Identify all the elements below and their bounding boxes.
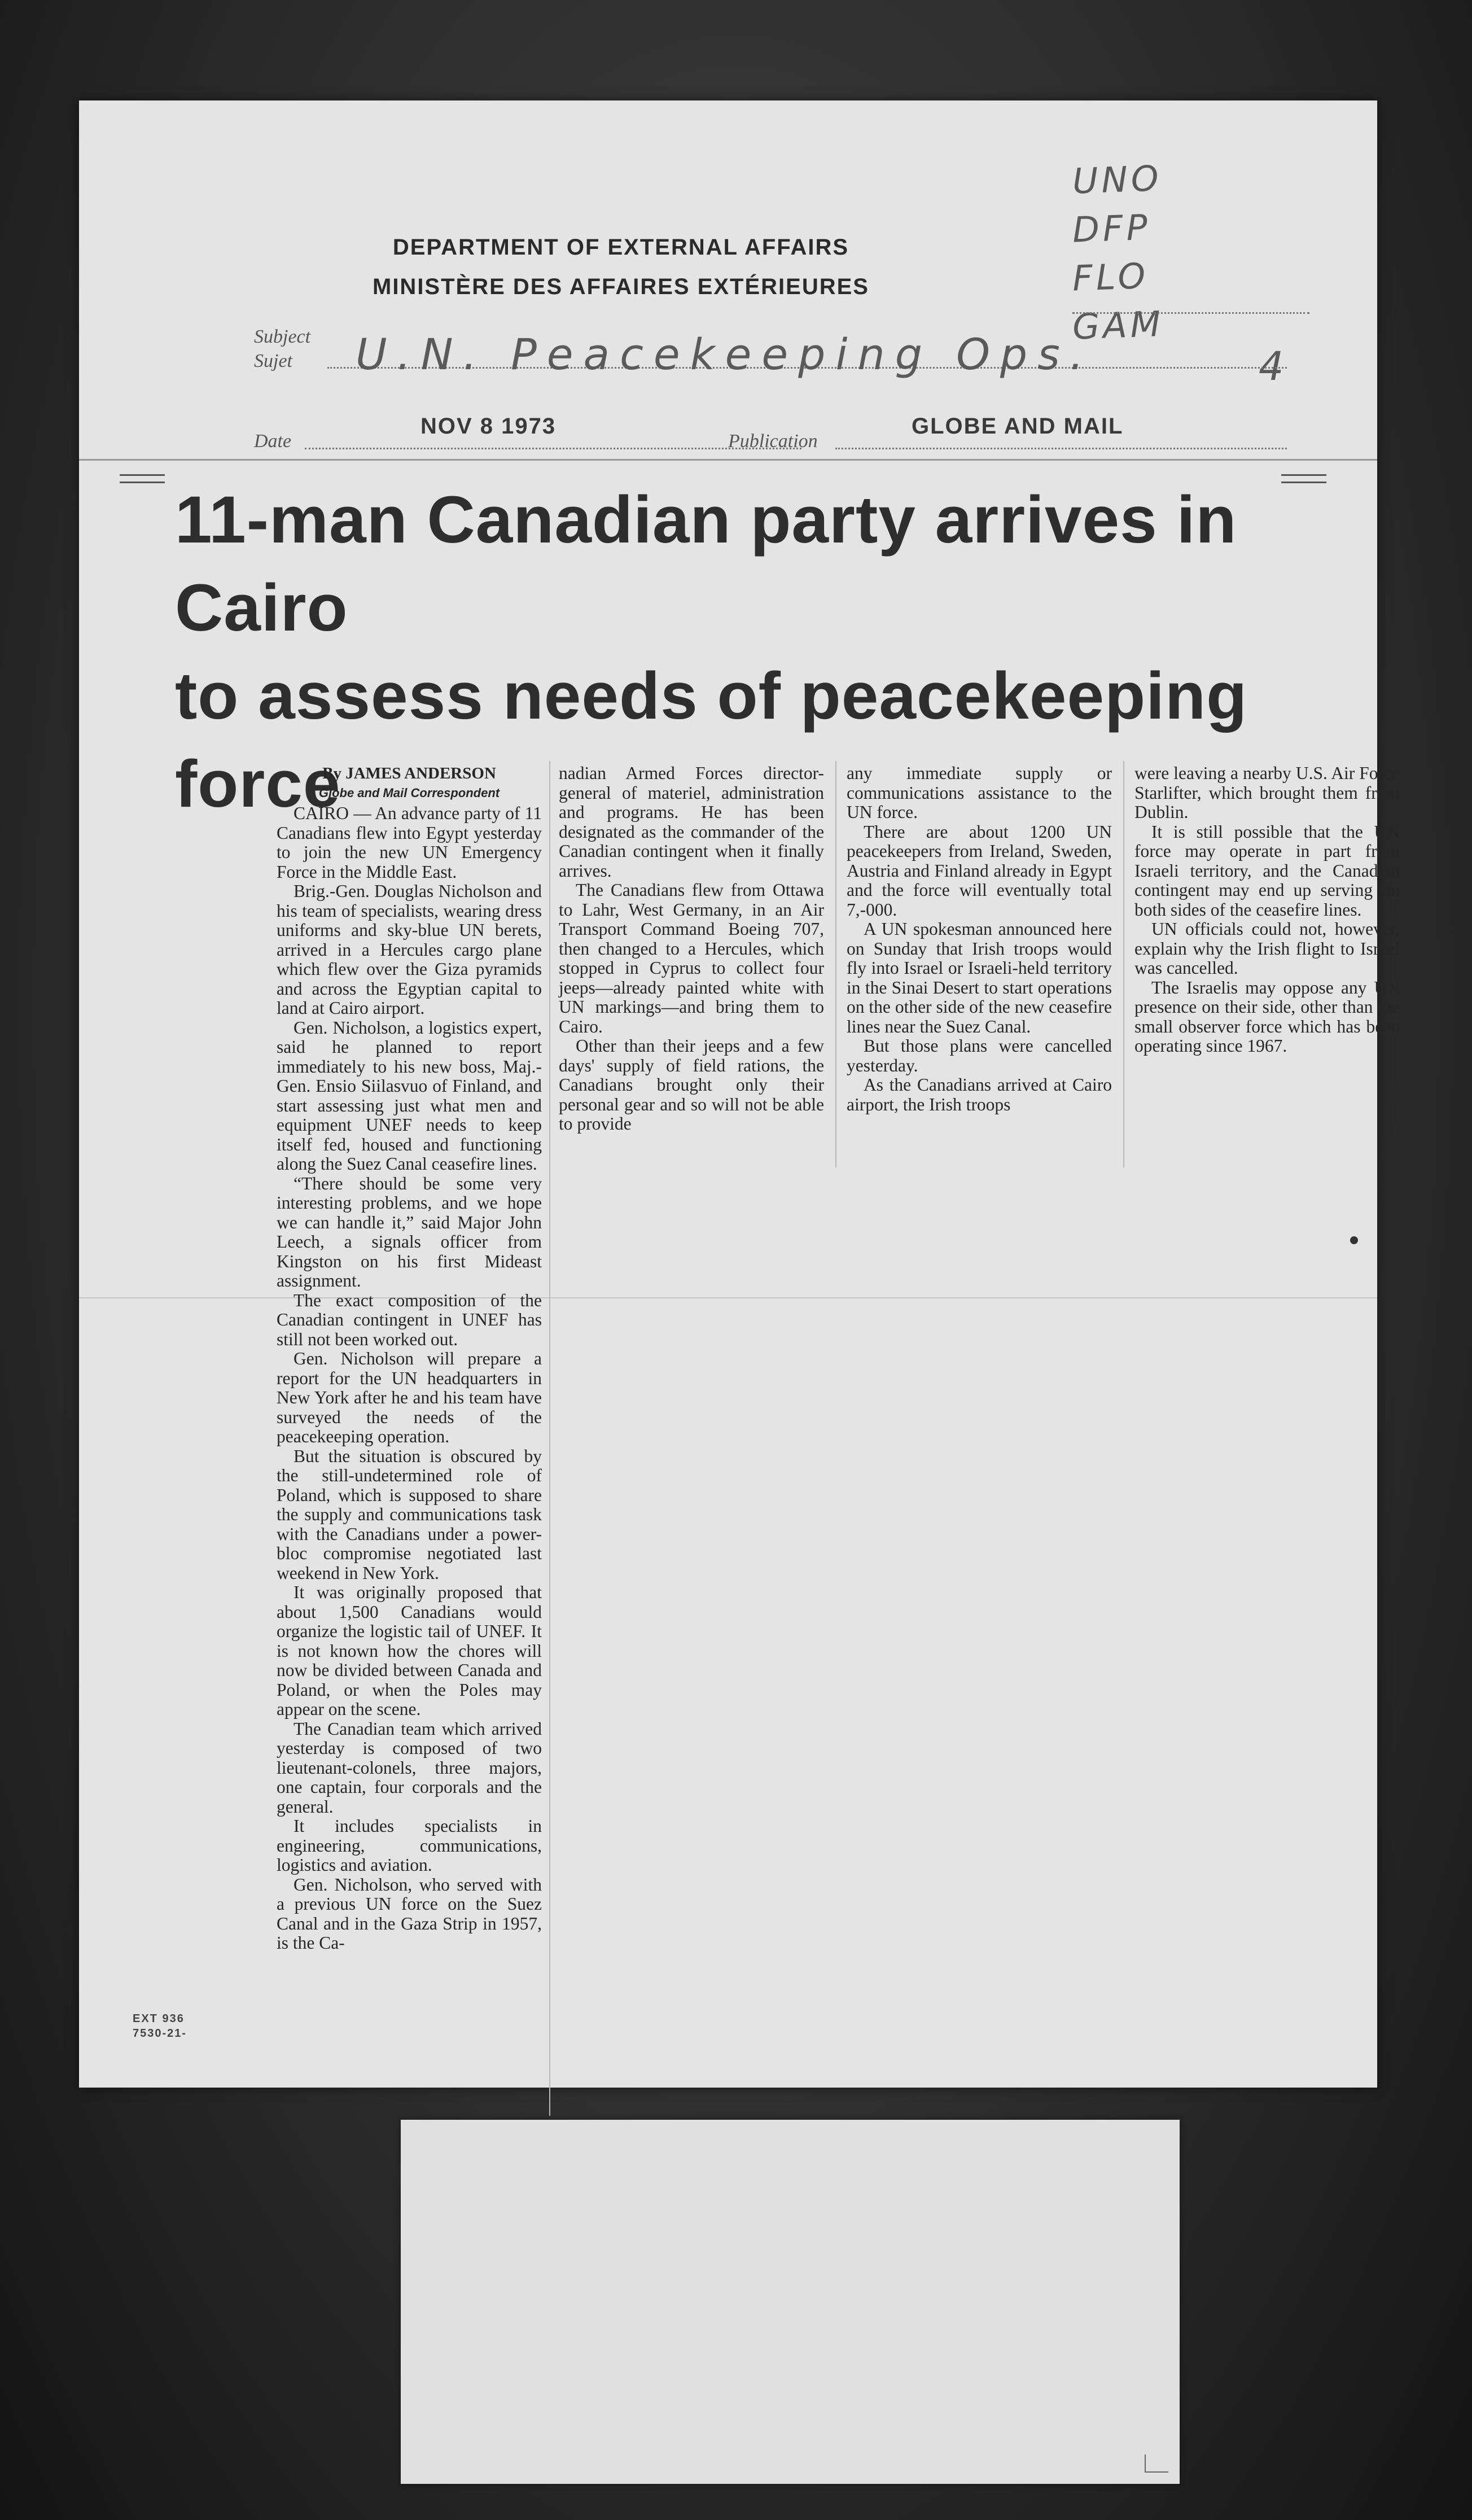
paragraph: But the situation is obscured by the still-undetermined role of Poland, which is supposed to share the supply and communications task with the Canadians under a power-bloc compromise negotiated last weekend in New York. [277,1446,542,1583]
handwritten-subject: U.N. Peacekeeping Ops. [356,329,1094,379]
handwritten-code: UNO [1071,158,1163,202]
department-header [344,228,897,307]
header-rule [79,459,1377,461]
article-column-3 [847,764,1112,1114]
column-divider [1123,761,1124,1167]
paragraph: It was originally proposed that about 1,500 Canadians would organize the logistic tail of UNEF. It is not known how the chores will now be divided between Canada and Poland, or when the Poles may appear on the scene. [277,1582,542,1719]
form-code-line-2: 7530-21- [133,2027,187,2040]
paragraph: There are about 1200 UN peacekeepers from Ireland, Sweden, Austria and Finland already in Egypt and the force will eventually total 7,-000. [847,821,1112,920]
paragraph: CAIRO — An advance party of 11 Canadians flew into Egypt yesterday to join the new UN Emergency Force in the Middle East. [277,803,542,882]
paragraph: It is still possible that the UN force may operate in part from Israeli territory, and the Canadian contingent may end up serving on both sides of the ceasefire lines. [1134,821,1400,920]
byline-credit: Globe and Mail Correspondent [318,785,500,800]
handwritten-code: FLO [1071,255,1150,299]
publication-line [835,448,1287,449]
newspaper-clipping [175,476,1400,2124]
paragraph: The Canadian team which arrived yesterday is composed of two lieutenant-colonels, three majors, one captain, four corporals and the general. [277,1718,542,1817]
publication-value: GLOBE AND MAIL [912,414,1124,439]
paragraph: were leaving a nearby U.S. Air Force Starlifter, which brought them from Dublin. [1134,763,1400,822]
paragraph: “There should be some very interesting problems, and we hope we can handle it,” said Major John Leech, a signals officer from Kingston on his first Mideast assignment. [277,1173,542,1290]
margin-mark-left [120,474,165,483]
column-divider [549,761,550,2116]
document-sheet [79,100,1400,2088]
department-name-fr: MINISTÈRE DES AFFAIRES EXTÉRIEURES [373,274,869,299]
handwritten-page-number: 4 [1259,343,1287,390]
subject-label-en: Subject [254,326,311,347]
paragraph: As the Canadians arrived at Cairo airport, the Irish troops [847,1075,1112,1114]
headline-line-2: to assess needs of peacekeeping force [175,659,1248,821]
paragraph: The exact composition of the Canadian contingent in UNEF has still not been worked out. [277,1290,542,1349]
routing-divider [1072,312,1309,314]
paragraph: Gen. Nicholson, a logistics expert, said he planned to report immediately to his new boss, Maj.-Gen. Ensio Siilasvuo of Finland, and start assessing just what men and equipment UNEF needs to keep itself fed, housed and functioning along the Suez Canal ceasefire lines. [277,1017,542,1174]
date-label: Date [254,431,292,452]
paragraph: UN officials could not, however, explain why the Irish flight to Israel was cancelled. [1134,919,1400,978]
paragraph: The Canadians flew from Ottawa to Lahr, West Germany, in an Air Transport Command Boeing 707, then changed to a Hercules, which stopped in Cyprus to collect four jeeps—already painted white with UN markings—and bring them to Cairo. [559,880,824,1036]
paragraph: Other than their jeeps and a few days' supply of field rations, the Canadians brought only their personal gear and so will not be able to provide [559,1036,824,1134]
handwritten-code: GAM [1071,303,1165,348]
paragraph: But those plans were cancelled yesterday. [847,1036,1112,1075]
paragraph: It includes specialists in engineering, communications, logistics and aviation. [277,1816,542,1875]
publication-label: Publication [728,431,818,452]
slip-corner-mark [1145,2455,1168,2473]
date-line [305,448,801,449]
byline: By JAMES ANDERSON [322,764,496,782]
form-code [133,2011,187,2041]
paragraph: Brig.-Gen. Douglas Nicholson and his team of specialists, wearing dress uniforms and sky-blue UN berets, arrived in a Hercules cargo plane which flew over the Giza pyramids and across the Egyptian capital to land at Cairo airport. [277,881,542,1018]
department-name-en: DEPARTMENT OF EXTERNAL AFFAIRS [392,235,849,260]
paragraph: Gen. Nicholson will prepare a report for the UN headquarters in New York after he and his team have surveyed the needs of the peacekeeping operation. [277,1349,542,1446]
column-divider [835,761,836,1167]
form-code-line-1: EXT 936 [133,2013,185,2025]
article-column-2 [559,764,824,1134]
article-column-4 [1134,764,1400,1056]
paragraph: nadian Armed Forces director-general of materiel, administration and programs. He has been designated as the commander of the Canadian contingent when it finally arrives. [559,763,824,881]
handwritten-routing-codes [1072,154,1253,348]
paragraph: A UN spokesman announced here on Sunday that Irish troops would fly into Israel or Israeli-held territory in the Sinai Desert to start operations on the other side of the new ceasefire lines near the Suez Canal. [847,919,1112,1036]
paragraph: The Israelis may oppose any UN presence on their side, other than the small observer force which has been operating since 1967. [1134,977,1400,1056]
blank-paper-slip [401,2120,1180,2484]
handwritten-code: DFP [1071,206,1152,251]
subject-label-fr: Sujet [254,351,292,371]
paragraph: Gen. Nicholson, who served with a previous UN force on the Suez Canal and in the Gaza Strip in 1957, is the Ca- [277,1874,542,1953]
page-speck [1350,1236,1358,1244]
headline-line-1: 11-man Canadian party arrives in Cairo [175,483,1237,645]
paragraph: any immediate supply or communications assistance to the UN force. [847,763,1112,822]
article-column-1 [277,764,542,1953]
date-value: NOV 8 1973 [420,414,557,439]
